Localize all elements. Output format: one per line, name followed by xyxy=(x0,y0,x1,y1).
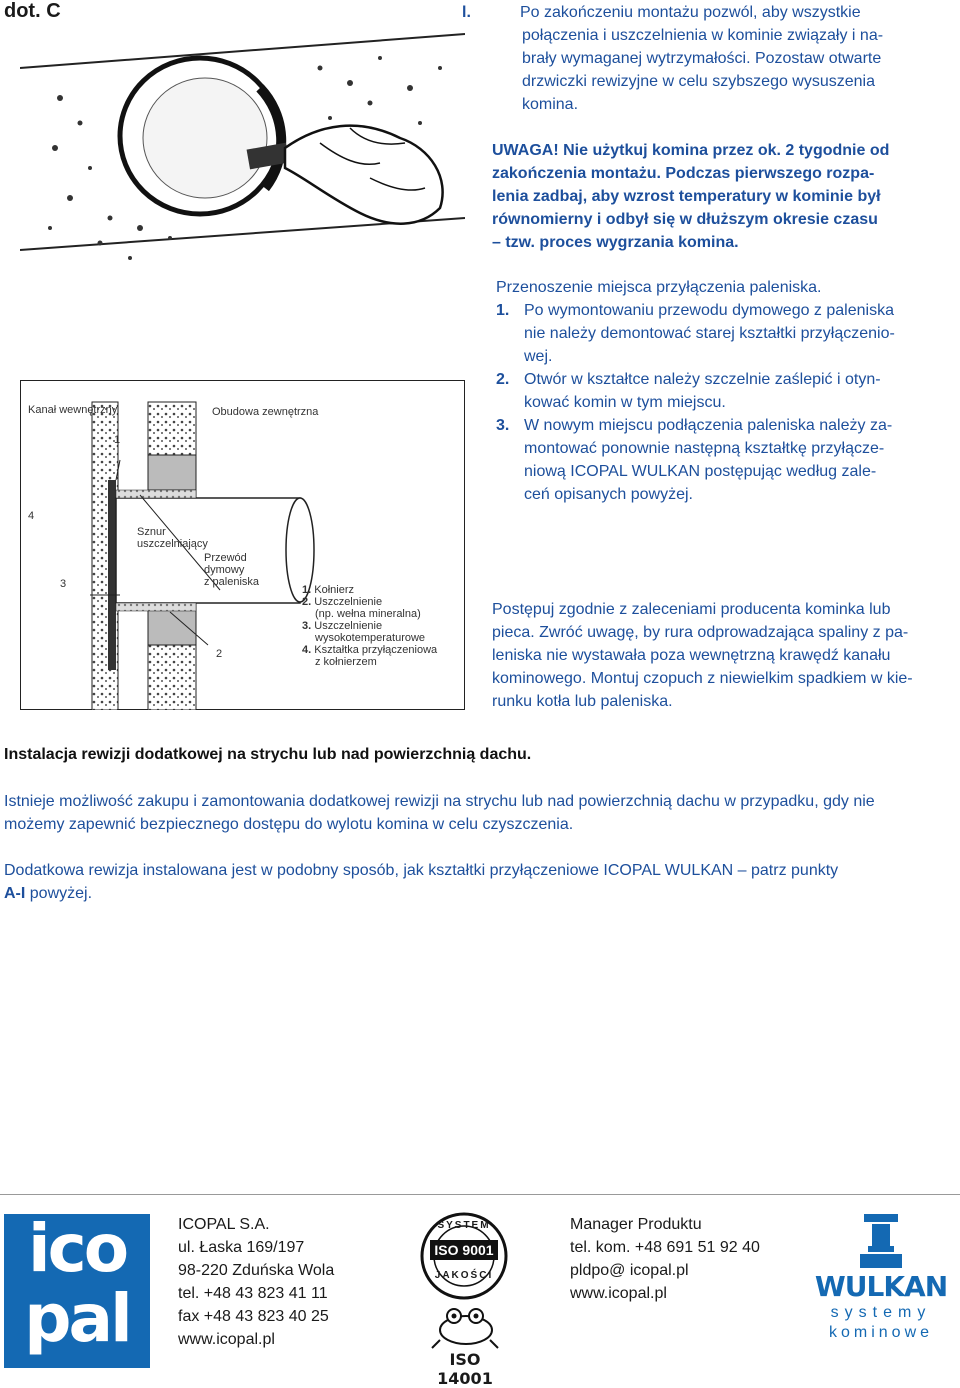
item-line: ceń opisanych powyżej. xyxy=(524,486,693,503)
item-line: Otwór w kształtce należy szczelnie zaślepić i otyn- xyxy=(524,371,881,388)
manager-title: Manager Produktu xyxy=(570,1216,702,1233)
item-number: 1. xyxy=(496,302,510,319)
advice-line: kominowego. Montuj czopuch z niewielkim spadkiem w kie- xyxy=(492,670,913,687)
advice-line: leniska nie wystawała poza wewnętrzną krawędź kanału xyxy=(492,647,891,664)
diagram-number: 2 xyxy=(216,648,223,660)
chimney-icon xyxy=(812,1212,950,1272)
label-line: dymowy xyxy=(204,564,245,576)
step-letter: l. xyxy=(462,4,471,21)
relocation-block xyxy=(496,276,956,506)
item-line: niową ICOPAL WULKAN postępując według zale- xyxy=(524,463,877,480)
item-line: montować ponownie następną kształtkę przyłącze- xyxy=(524,440,885,457)
logo-line: ico xyxy=(27,1210,127,1287)
footer-divider xyxy=(0,1194,960,1195)
fax: fax +48 43 823 40 25 xyxy=(178,1308,329,1325)
item-number: 2. xyxy=(496,371,510,388)
label-line: Przewód xyxy=(204,552,247,564)
attic-paragraph-1 xyxy=(4,790,956,836)
logo-line: pal xyxy=(24,1280,130,1357)
attic-tail: powyżej. xyxy=(25,885,93,902)
wulkan-logo xyxy=(812,1212,950,1368)
company-address xyxy=(178,1213,334,1351)
legend-line: z kołnierzem xyxy=(315,656,377,668)
attic-line: Dodatkowa rewizja instalowana jest w podobny sposób, jak kształtki przyłączeniowe ICOPAL WULKAN – patrz punkty xyxy=(4,862,839,879)
diagram-number: 3 xyxy=(60,578,67,590)
installation-illustration xyxy=(20,28,465,290)
step-l-line: drzwiczki rewizyjne w celu szybszego wysuszenia xyxy=(522,73,876,90)
product-manager xyxy=(570,1213,760,1305)
legend-num: 1. xyxy=(302,584,312,596)
company-name: ICOPAL S.A. xyxy=(178,1216,270,1233)
diagram-number: 4 xyxy=(28,510,35,522)
label-sznur xyxy=(137,526,208,550)
warning-line: UWAGA! Nie użytkuj komina przez ok. 2 tygodnie od xyxy=(492,142,890,159)
warning-line: lenia zadbaj, aby wzrost temperatury w kominie był xyxy=(492,188,881,205)
manager-phone: tel. kom. +48 691 51 92 40 xyxy=(570,1239,760,1256)
legend-num: 4. xyxy=(302,644,312,656)
step-l-line: połączenia i uszczelnienia w kominie związały i na- xyxy=(522,27,884,44)
warning-line: równomierny i odbył się w dłuższym okresie czasu xyxy=(492,211,878,228)
iso-9001-label: ISO 9001 xyxy=(430,1240,497,1260)
item-number: 3. xyxy=(496,417,510,434)
legend-line: Uszczelnienie xyxy=(314,596,383,608)
advice-line: runku kotła lub paleniska. xyxy=(492,693,673,710)
legend-line: (np. wełna mineralna) xyxy=(315,608,421,620)
step-l xyxy=(462,1,956,116)
label-line: z paleniska xyxy=(204,576,260,588)
wulkan-line3: kominowe xyxy=(828,1324,934,1341)
frog-icon xyxy=(430,1300,500,1350)
attic-line: możemy zapewnić bezpiecznego dostępu do wylotu komina w celu czyszczenia. xyxy=(4,816,574,833)
diagram-number: 1 xyxy=(114,434,121,446)
advice-line: Postępuj zgodnie z zaleceniami producenta kominka lub xyxy=(492,601,891,618)
attic-ref: A-I xyxy=(4,885,26,902)
website-link[interactable]: www.icopal.pl xyxy=(178,1331,275,1348)
legend-line: wysokotemperaturowe xyxy=(315,632,426,644)
advice-line: pieca. Zwróć uwagę, by rura odprowadzająca spaliny z pa- xyxy=(492,624,909,641)
step-l-line: komina. xyxy=(522,96,579,113)
iso-seal-top: SYSTEM xyxy=(437,1220,491,1231)
icopal-logo xyxy=(4,1210,150,1368)
manager-website[interactable]: www.icopal.pl xyxy=(570,1285,667,1302)
attic-heading: Instalacja rewizji dodatkowej na strychu lub nad powierzchnią dachu. xyxy=(4,746,532,763)
item-line: wej. xyxy=(524,348,553,365)
warning-line: – tzw. proces wygrzania komina. xyxy=(492,234,739,251)
item-line: nie należy demontować starej kształtki przyłączenio- xyxy=(524,325,895,342)
address-line: ul. Łaska 169/197 xyxy=(178,1239,305,1256)
legend-line: Kształtka przyłączeniowa xyxy=(314,644,438,656)
diagram-legend xyxy=(302,584,437,668)
legend-line: Uszczelnienie xyxy=(314,620,383,632)
legend-line: Kołnierz xyxy=(314,584,354,596)
phone: tel. +48 43 823 41 11 xyxy=(178,1285,328,1302)
label-line: Sznur xyxy=(137,526,166,538)
label-przewod xyxy=(204,552,259,588)
item-line: W nowym miejscu podłączenia paleniska należy za- xyxy=(524,417,893,434)
wulkan-line2: systemy xyxy=(830,1304,932,1321)
iso-14001-label: ISO 14001 xyxy=(437,1350,493,1388)
relocation-title: Przenoszenie miejsca przyłączenia paleniska. xyxy=(496,279,822,296)
address-line: 98-220 Zduńska Wola xyxy=(178,1262,335,1279)
step-l-line: Po zakończeniu montażu pozwól, aby wszystkie xyxy=(520,4,861,21)
advice-block xyxy=(492,598,956,713)
attic-paragraph-2 xyxy=(4,859,956,905)
iso-9001-box xyxy=(418,1240,510,1260)
legend-num: 2. xyxy=(302,596,312,608)
wulkan-word: WULKAN xyxy=(814,1270,948,1303)
legend-num: 3. xyxy=(302,620,312,632)
label-line: uszczelniający xyxy=(137,538,208,550)
manager-email[interactable]: pldpo@ icopal.pl xyxy=(570,1262,689,1279)
warning-line: zakończenia montażu. Podczas pierwszego rozpa- xyxy=(492,165,875,182)
step-l-line: brały wymaganej wytrzymałości. Pozostaw otwarte xyxy=(522,50,882,67)
label-kanal: Kanał wewnętrzny xyxy=(28,404,118,416)
warning-block xyxy=(492,139,956,254)
item-line: kować komin w tym miejscu. xyxy=(524,394,726,411)
section-label: dot. C xyxy=(4,0,61,22)
label-obudowa: Obudowa zewnętrzna xyxy=(212,406,319,418)
item-line: Po wymontowaniu przewodu dymowego z paleniska xyxy=(524,302,894,319)
attic-line: Istnieje możliwość zakupu i zamontowania dodatkowej rewizji na strychu lub nad powierzchnią dachu w przypadku, gdy nie xyxy=(4,793,875,810)
iso-seal-bottom: JAKOŚCI xyxy=(434,1270,494,1281)
